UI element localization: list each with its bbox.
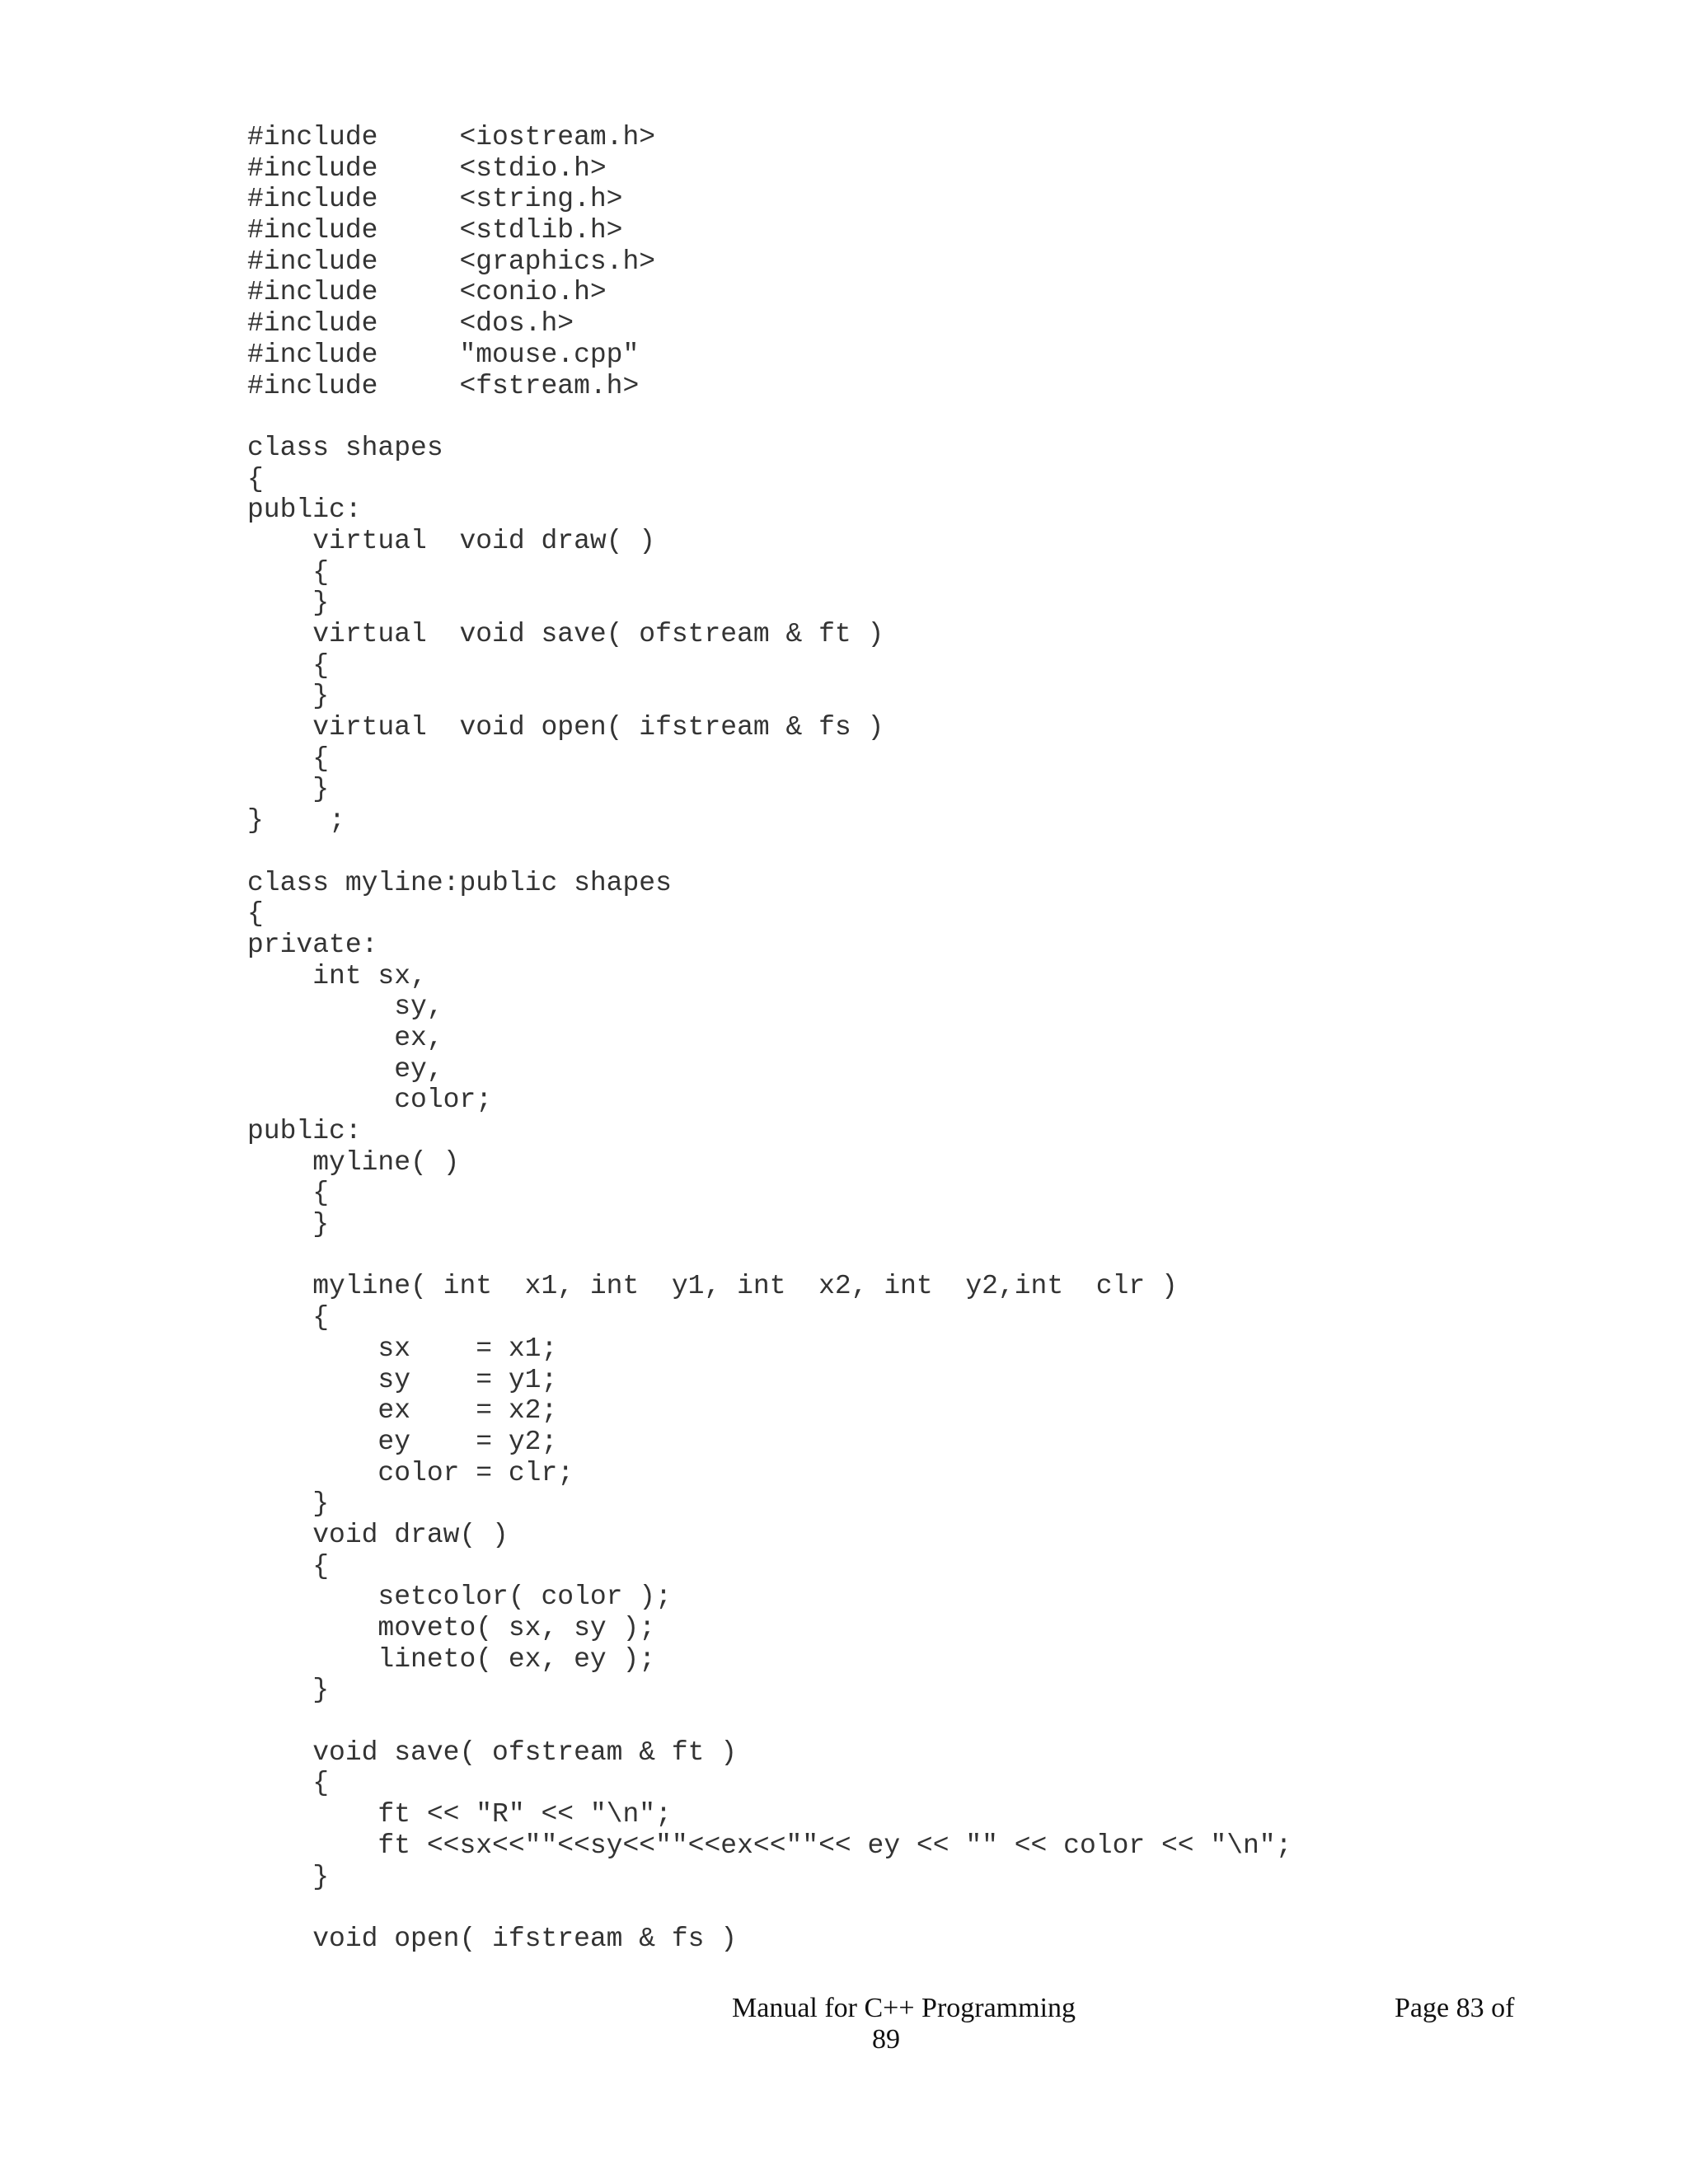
- code-line: private:: [247, 929, 378, 960]
- code-line: virtual void draw( ): [247, 525, 656, 556]
- code-line: }: [247, 1488, 330, 1520]
- code-line: int sx,: [247, 960, 427, 991]
- code-line: setcolor( color );: [247, 1582, 672, 1613]
- code-line: #include <graphics.h>: [247, 246, 656, 277]
- code-line: ey,: [247, 1053, 443, 1085]
- code-line: [247, 1892, 1292, 1924]
- code-line: {: [247, 463, 264, 494]
- code-line: {: [247, 743, 330, 774]
- code-line: {: [247, 1302, 330, 1333]
- code-line: class myline:public shapes: [247, 867, 672, 898]
- code-line: {: [247, 649, 330, 681]
- code-line: myline( int x1, int y1, int x2, int y2,int clr ): [247, 1271, 1178, 1302]
- code-line: public:: [247, 1116, 362, 1146]
- code-line: #include "mouse.cpp": [247, 339, 640, 370]
- code-line: public:: [247, 494, 362, 526]
- code-line: moveto( sx, sy );: [247, 1613, 656, 1643]
- footer-page-number: Page 83 of: [1395, 1993, 1515, 2023]
- code-line: class shapes: [247, 432, 443, 463]
- code-line: #include <conio.h>: [247, 277, 607, 308]
- code-listing: [247, 122, 1292, 1955]
- code-line: ft << "R" << "\n";: [247, 1799, 672, 1830]
- code-line: }: [247, 1675, 330, 1706]
- code-line: #include <dos.h>: [247, 308, 574, 340]
- code-line: {: [247, 1178, 330, 1209]
- code-line: myline( ): [247, 1146, 460, 1178]
- code-line: #include <string.h>: [247, 184, 623, 215]
- code-line: } ;: [247, 805, 345, 837]
- code-line: color;: [247, 1085, 493, 1116]
- code-line: #include <fstream.h>: [247, 370, 640, 401]
- code-line: lineto( ex, ey );: [247, 1643, 656, 1675]
- footer-title: Manual for C++ Programming: [732, 1993, 1076, 2023]
- code-line: }: [247, 1861, 330, 1892]
- code-line: virtual void open( ifstream & fs ): [247, 712, 884, 743]
- code-line: {: [247, 898, 264, 930]
- code-line: sx = x1;: [247, 1333, 558, 1364]
- code-line: }: [247, 774, 330, 805]
- code-line: sy,: [247, 991, 443, 1023]
- code-line: void save( ofstream & ft ): [247, 1736, 738, 1768]
- code-line: virtual void save( ofstream & ft ): [247, 619, 884, 649]
- code-line: ey = y2;: [247, 1426, 558, 1457]
- code-line: }: [247, 1209, 330, 1240]
- code-line: ex = x2;: [247, 1395, 558, 1427]
- code-line: #include <stdlib.h>: [247, 215, 623, 246]
- footer-page-total: 89: [872, 2024, 900, 2055]
- code-line: }: [247, 681, 330, 712]
- code-line: {: [247, 1550, 330, 1582]
- code-line: [247, 1706, 1292, 1737]
- code-line: [247, 1240, 1292, 1272]
- code-line: color = clr;: [247, 1457, 574, 1488]
- code-line: {: [247, 1768, 330, 1799]
- code-line: [247, 401, 1292, 433]
- code-line: ft <<sx<<""<<sy<<""<<ex<<""<< ey << "" << color << "\n";: [247, 1830, 1292, 1861]
- code-line: }: [247, 588, 330, 619]
- code-line: void open( ifstream & fs ): [247, 1923, 738, 1954]
- code-line: {: [247, 556, 330, 588]
- code-line: sy = y1;: [247, 1364, 558, 1395]
- code-line: void draw( ): [247, 1519, 509, 1550]
- code-line: #include <stdio.h>: [247, 152, 607, 184]
- code-line: #include <iostream.h>: [247, 122, 656, 152]
- code-line: [247, 837, 1292, 868]
- code-line: ex,: [247, 1022, 443, 1053]
